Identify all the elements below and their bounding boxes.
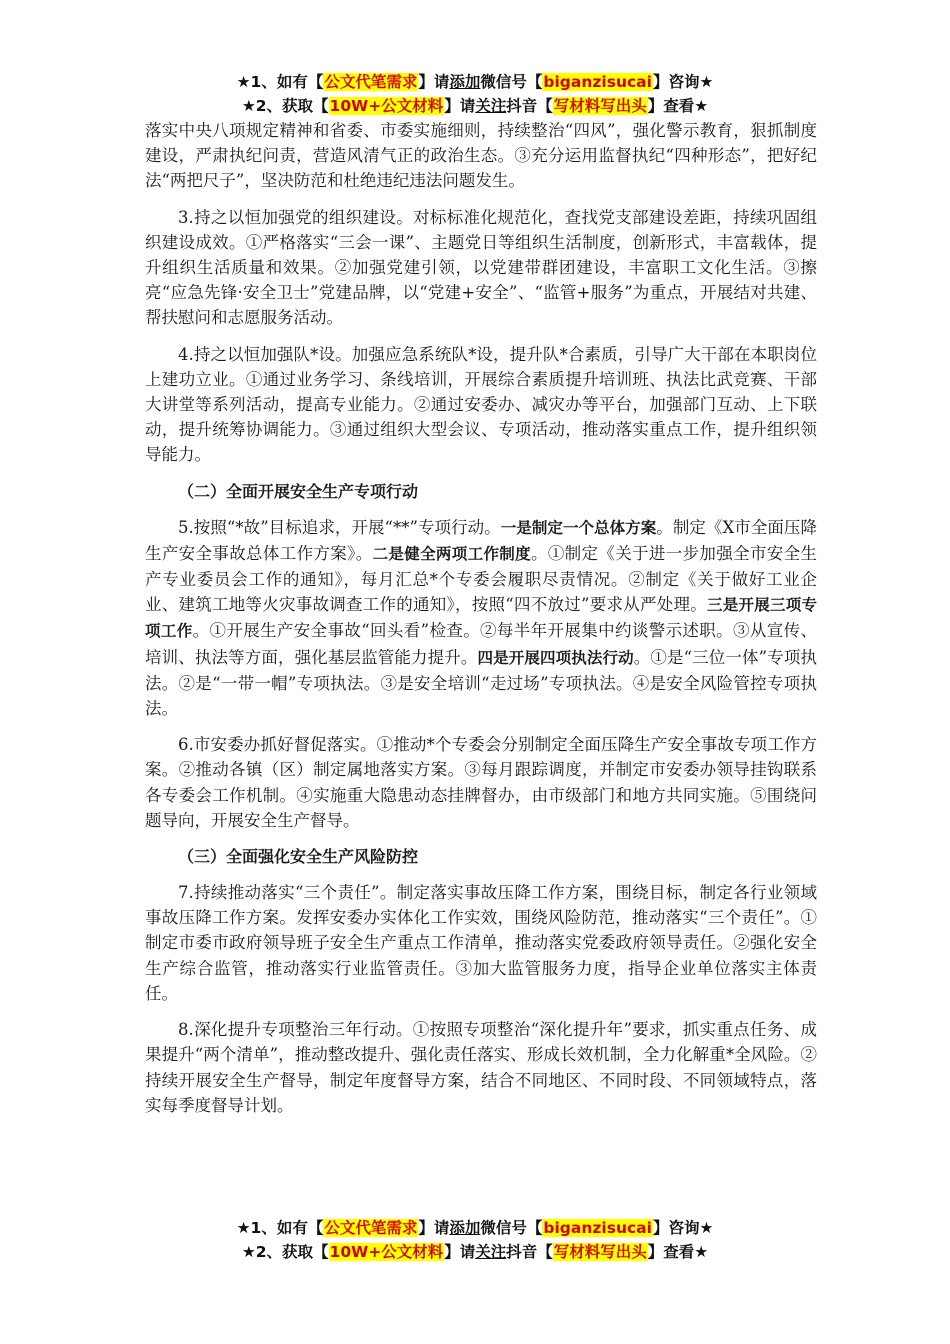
paragraph-text: 。制定《X市全面压降生产安全事故总体工作方案》。	[145, 517, 817, 563]
banner-text: 微信号【	[480, 73, 543, 91]
banner-wechat-id: biganzisucai	[543, 73, 652, 91]
paragraph-8: 8.深化提升专项整治三年行动。①按照专项整治“深化提升年”要求，抓实重点任务、成果提升“两个清单”，推动整改提升、强化责任落实、形成长效机制，全力化解重*全风险。②持续开展安全生产督导，制定年度督导方案，结合不同地区、不同时段、不同领域特点，落实每季度督导计划。	[145, 1020, 817, 1115]
banner-text: 微信号【	[480, 1219, 543, 1237]
banner-douyin-id: 写材料写出头	[553, 97, 647, 115]
paragraph-7: 7.持续推动落实“三个责任”。制定落实事故压降工作方案，围绕目标，制定各行业领域事故压降工作方案。发挥安委办实体化工作实效，围绕风险防范，推动落实“三个责任”。①制定市委市政府领导班子安全生产重点工作清单，推动落实党委政府领导责任。②强化安全生产综合监管，推动落实行业监管责任。③加大监管服务力度，指导企业单位落实主体责任。	[145, 883, 817, 1003]
paragraph-continued: 落实中央八项规定精神和省委、市委实施细则，持续整治“四风”，强化警示教育，狠抓制度建设，严肃执纪问责，营造风清气正的政治生态。③充分运用监督执纪“四种形态”，把好纪法“两把尺子”，坚决防范和杜绝违纪违法问题发生。	[145, 121, 817, 191]
banner-text: ★1、如有【	[236, 73, 324, 91]
banner-text: 】请	[418, 73, 450, 91]
banner-text: ★1、如有【	[236, 1219, 324, 1237]
banner-underlined-text: 关注	[475, 97, 507, 115]
paragraph-text: 。①制定《关于进一步加强全市安全生产专业委员会工作的通知》，每月汇总*个专委会履职尽责情况。②制定《关于做好工业企业、建筑工地等火灾事故调查工作的通知》，按照“四不放过”要求从严处理。	[145, 543, 817, 615]
banner-text: 】查看★	[647, 97, 709, 115]
banner-underlined-text: 添加	[449, 1219, 481, 1237]
banner-line-1	[0, 70, 950, 94]
paragraph-5	[145, 515, 817, 722]
banner-text: ★2、获取【	[241, 1243, 329, 1261]
banner-douyin-id: 写材料写出头	[553, 1243, 647, 1261]
banner-text: 】请	[418, 1219, 450, 1237]
banner-text: 抖音【	[506, 97, 553, 115]
bold-phrase: 四是开展四项执法行动	[477, 648, 634, 667]
banner-underlined-text: 添加	[449, 73, 481, 91]
document-body	[145, 118, 817, 1129]
paragraph-text: 5.按照“*故”目标追求，开展“**”专项行动。	[178, 517, 501, 537]
paragraph-4: 4.持之以恒加强队*设。加强应急系统队*设，提升队*合素质，引导广大干部在本职岗位上建功立业。①通过业务学习、条线培训，开展综合素质提升培训班、执法比武竞赛、干部大讲堂等系列活动，提高专业能力。②通过安委办、减灾办等平台，加强部门互动、上下联动，提升统筹协调能力。③通过组织大型会议、专项活动，推动落实重点工作，提升组织领导能力。	[145, 344, 817, 465]
banner-text: 】请	[444, 97, 476, 115]
bold-phrase: 一是制定一个总体方案	[500, 518, 657, 537]
banner-wechat-id: biganzisucai	[543, 1219, 652, 1237]
banner-line-2	[0, 1240, 950, 1264]
bottom-banner	[0, 1216, 950, 1264]
bold-phrase: 二是健全两项工作制度	[372, 544, 531, 563]
paragraph-text: 。①开展生产安全事故“回头看”检查。②每半年开展集中约谈警示述职。③从宣传、培训、执法等方面，强化基层监管能力提升。	[145, 621, 817, 667]
banner-highlight: 公文代笔需求	[324, 73, 418, 91]
bold-phrase: 三是开展三项专项工作	[145, 596, 817, 641]
banner-highlight: 公文代笔需求	[324, 1219, 418, 1237]
section-heading-3: （三）全面强化安全生产风险防控	[178, 847, 419, 867]
banner-text: 】咨询★	[652, 73, 714, 91]
top-banner	[0, 70, 950, 118]
section-heading-2: （二）全面开展安全生产专项行动	[178, 481, 419, 501]
banner-highlight: 10W+公文材料	[329, 1243, 444, 1261]
banner-underlined-text: 关注	[475, 1243, 507, 1261]
banner-highlight: 10W+公文材料	[329, 97, 444, 115]
banner-line-2	[0, 94, 950, 118]
banner-text: 】咨询★	[652, 1219, 714, 1237]
banner-text: ★2、获取【	[241, 97, 329, 115]
banner-text: 抖音【	[506, 1243, 553, 1261]
banner-line-1	[0, 1216, 950, 1240]
paragraph-6: 6.市安委办抓好督促落实。①推动*个专委会分别制定全面压降生产安全事故专项工作方案。②推动各镇（区）制定属地落实方案。③每月跟踪调度，并制定市安委办领导挂钩联系各专委会工作机制。④实施重大隐患动态挂牌督办，由市级部门和地方共同实施。⑤围绕问题导向，开展安全生产督导。	[145, 735, 817, 830]
banner-text: 】查看★	[647, 1243, 709, 1261]
banner-text: 】请	[444, 1243, 476, 1261]
paragraph-text: 。①是“三位一体”专项执法。②是“一带一帽”专项执法。③是安全培训“走过场”专项执法。④是安全风险管控专项执法。	[145, 647, 817, 719]
paragraph-3: 3.持之以恒加强党的组织建设。对标标准化规范化，查找党支部建设差距，持续巩固组织建设成效。①严格落实“三会一课”、主题党日等组织生活制度，创新形式，丰富载体，提升组织生活质量和效果。②加强党建引领，以党建带群团建设，丰富职工文化生活。③擦亮“应急先锋·安全卫士”党建品牌，以“党建+安全”、“监管+服务”为重点，开展结对共建、帮扶慰问和志愿服务活动。	[145, 207, 817, 328]
